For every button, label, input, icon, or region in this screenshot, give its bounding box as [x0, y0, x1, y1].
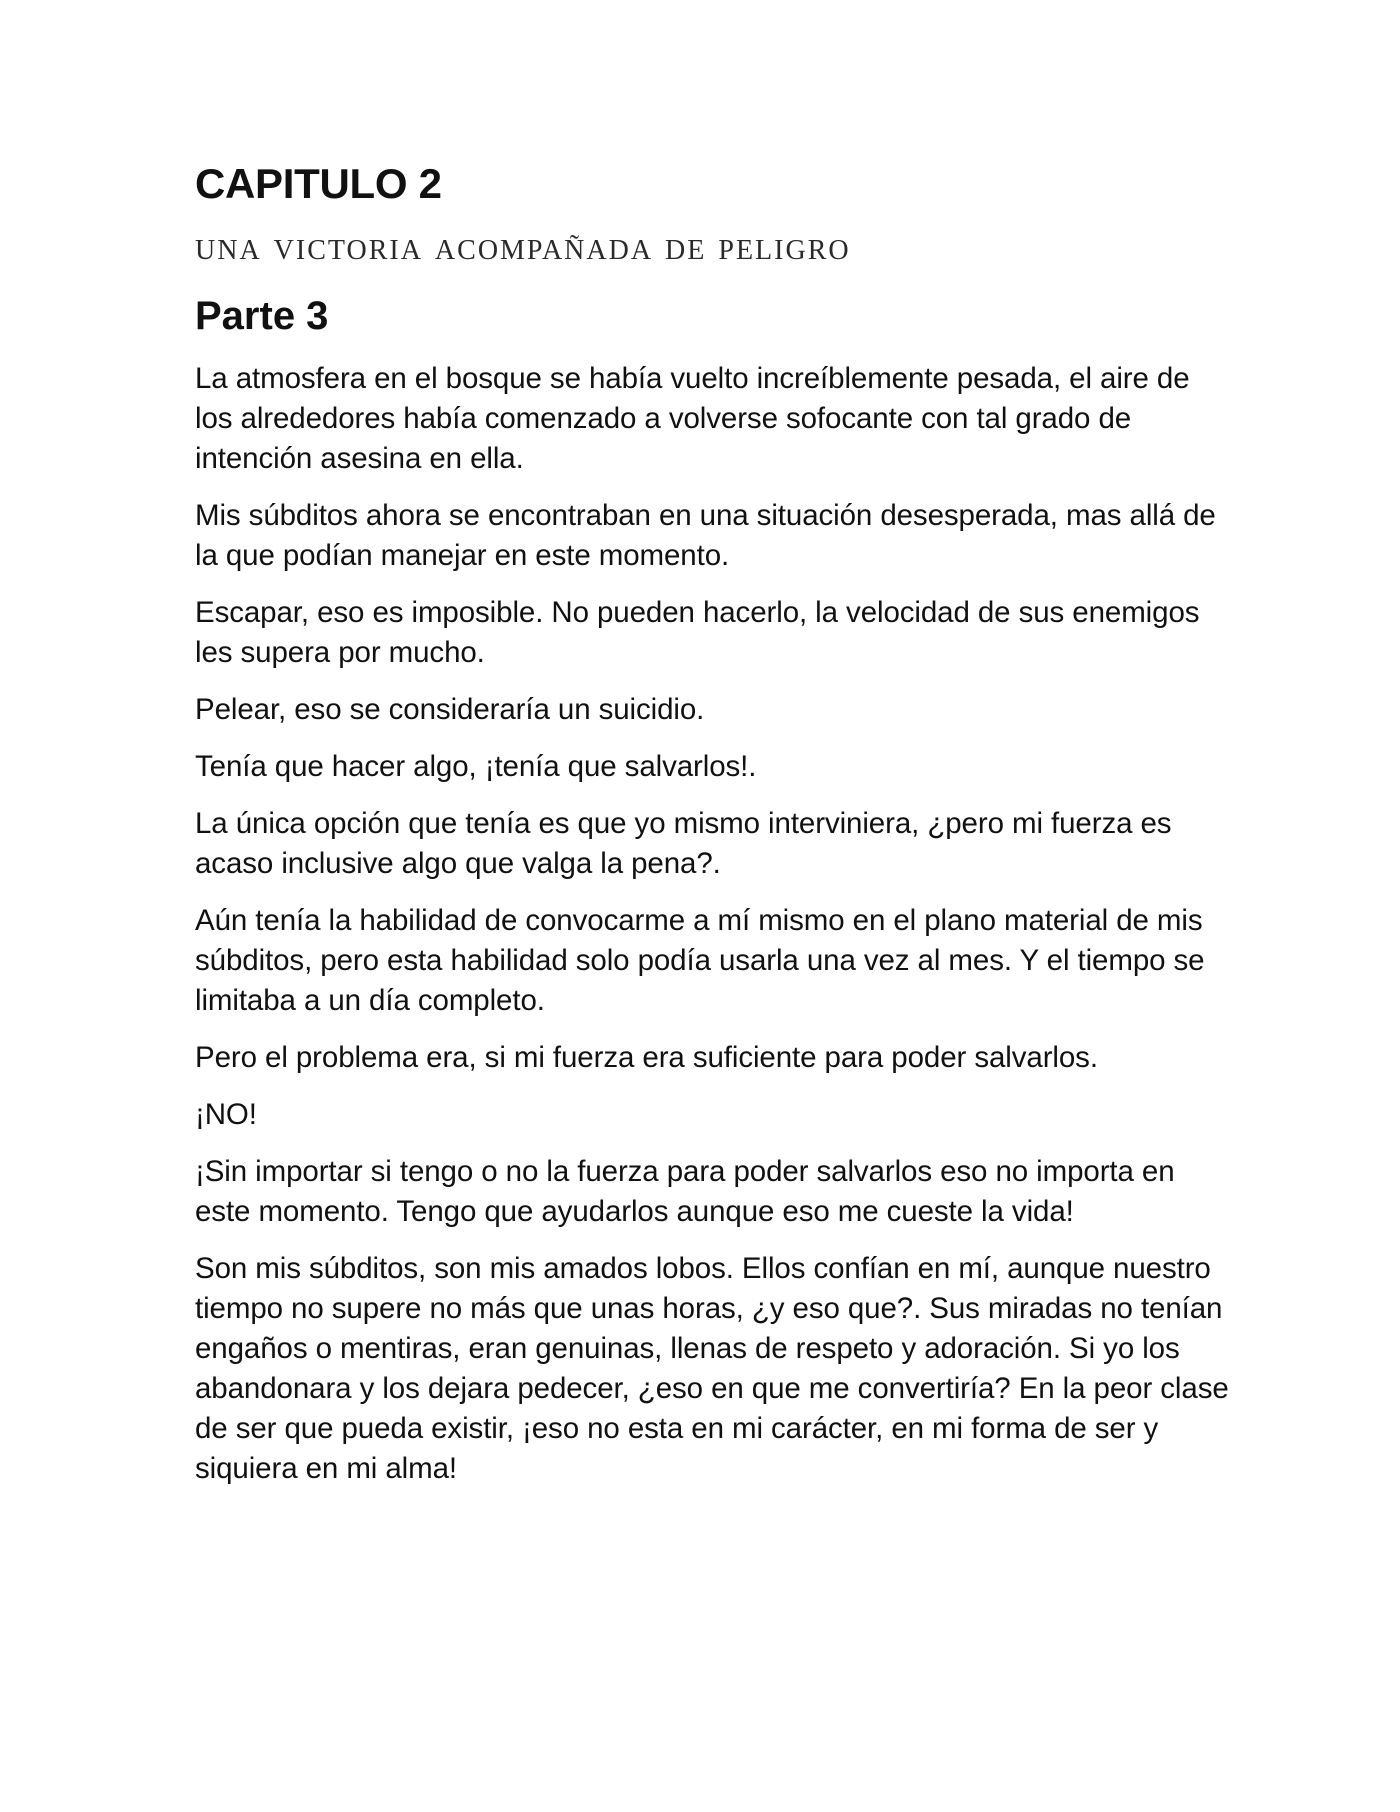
paragraph: Son mis súbditos, son mis amados lobos. Ellos confían en mí, aunque nuestro tiempo no supere no más que unas horas, ¿y eso que?. Sus miradas no tenían engaños o mentiras, eran genuinas, llenas de respeto y adoración. Si yo los abandonara y los dejara pedecer, ¿eso en que me convertiría? En la peor clase de ser que pueda existir, ¡eso no esta en mi carácter, en mi forma de ser y siquiera en mi alma! — [195, 1252, 1229, 1485]
chapter-title: CAPITULO 2 — [195, 160, 442, 207]
chapter-subtitle: una victoria acompañada de peligro — [195, 223, 851, 268]
paragraph: La atmosfera en el bosque se había vuelto increíblemente pesada, el aire de los alrededores había comenzado a volverse sofocante con tal grado de intención asesina en ella. — [195, 362, 1190, 475]
paragraph: Pelear, eso se consideraría un suicidio. — [195, 693, 705, 726]
paragraph: Mis súbditos ahora se encontraban en una situación desesperada, mas allá de la que podían manejar en este momento. — [195, 499, 1216, 572]
paragraph: Pero el problema era, si mi fuerza era suficiente para poder salvarlos. — [195, 1041, 1098, 1074]
part-title: Parte 3 — [195, 294, 329, 338]
paragraph: La única opción que tenía es que yo mismo interviniera, ¿pero mi fuerza es acaso inclusive algo que valga la pena?. — [195, 807, 1172, 880]
paragraph: Tenía que hacer algo, ¡tenía que salvarlos!. — [195, 750, 757, 783]
paragraph: Escapar, eso es imposible. No pueden hacerlo, la velocidad de sus enemigos les supera por mucho. — [195, 596, 1200, 669]
paragraph: Aún tenía la habilidad de convocarme a mí mismo en el plano material de mis súbditos, pero esta habilidad solo podía usarla una vez al mes. Y el tiempo se limitaba a un día completo. — [195, 904, 1205, 1017]
paragraph: ¡Sin importar si tengo o no la fuerza para poder salvarlos eso no importa en este momento. Tengo que ayudarlos aunque eso me cueste la vida! — [195, 1155, 1175, 1228]
paragraph: ¡NO! — [195, 1098, 257, 1131]
document-page — [195, 155, 1235, 1506]
